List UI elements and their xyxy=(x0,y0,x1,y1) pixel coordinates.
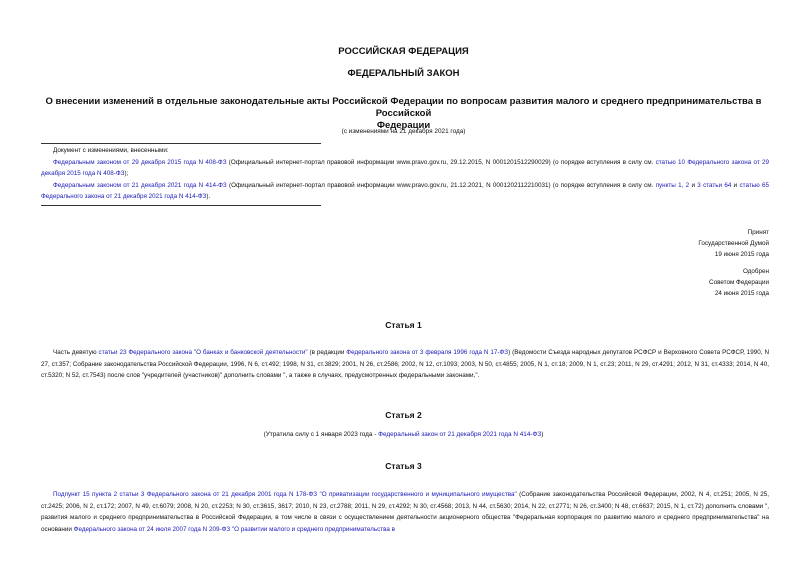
law-414-repeal-link[interactable]: Федеральный закон от 21 декабря 2021 года N 414-ФЗ xyxy=(378,431,542,438)
article-65-law-414-link[interactable]: статью 65 Федерального закона от 21 декабря 2021 года N 414-ФЗ xyxy=(41,181,770,200)
article-10-law-408-link[interactable]: статью 10 Федерального закона от 29 декабря 2015 года N 408-ФЗ xyxy=(41,158,770,177)
article-3-heading: Статья 3 xyxy=(385,461,422,471)
law-17-link[interactable]: Федерального закона от 3 февраля 1996 года N 17-ФЗ xyxy=(346,349,509,356)
changes-item-1: Федеральным законом от 29 декабря 2015 года N 408-ФЗ (Официальный интернет-портал правовой информации www.pravo.gov.ru, 29.12.2015, N 0001201512290029) (о порядке вступления в силу см. статью 10 Федерального закона от 29 декабря 2015 года N 408-ФЗ); xyxy=(41,158,770,177)
changes-item-2: Федеральным законом от 21 декабря 2021 года N 414-ФЗ (Официальный интернет-портал правовой информации www.pravo.gov.ru, 21.12.2021, N 0001202112210031) (о порядке вступления в силу см. пункты 1, 2 и 3 статьи 64 и статью 65 Федерального закона от 21 декабря 2021 года N 414-ФЗ). xyxy=(41,181,770,200)
revision-note: (с изменениями на 21 декабря 2021 года) xyxy=(341,128,466,135)
article-2-heading: Статья 2 xyxy=(385,410,422,420)
document-title-line-2: Федерации xyxy=(376,120,431,131)
law-209-link[interactable]: Федерального закона от 24 июля 2007 года N 209-ФЗ "О развитии малого и среднего предпринимательства в xyxy=(73,525,396,533)
document-title xyxy=(40,96,767,132)
council-approval: Одобрен Советом Федерации 24 июня 2015 года xyxy=(709,268,769,297)
changes-list xyxy=(41,145,769,203)
law-type-heading: ФЕДЕРАЛЬНЫЙ ЗАКОН xyxy=(347,68,460,79)
country-heading: РОССИЙСКАЯ ФЕДЕРАЦИЯ xyxy=(338,46,469,57)
changes-intro: Документ с изменениями, внесенными: xyxy=(53,147,169,154)
article-3-text: Подпункт 15 пункта 2 статьи 3 Федерального закона от 21 декабря 2001 года N 178-ФЗ "О приватизации государственного и муниципального имущества" (Собрание законодательства Российской Федерации, 2002, N 4, ст.251; 2005, N 25, ст.2425; 2006, N 2, ст.172; 2007, N 49, ст.6079; 2008, N 20, ст.2253; N 30, ст.3615, 3617; 2010, N 23, ст.2788; 2011, N 29, ст.4292; N 30, ст.4568; 2013, N 44, ст.5630; 2014, N 22, ст.2771; N 26, ст.3400; N 48, ст.6637; 2015, N 1, ст.72) дополнить словами ", развития малого и среднего предпринимательства в Российской Федерации, в том числе в связи с осуществлением деятельности акционерного общества "Федеральная корпорация по развитию малого и среднего предпринимательства" на основании Федерального закона от 24 июля 2007 года N 209-ФЗ "О развитии малого и среднего предпринимательства в xyxy=(41,491,769,533)
privatization-law-link[interactable]: Подпункт 15 пункта 2 статьи 3 Федерального закона от 21 декабря 2001 года N 178-ФЗ "О приватизации государственного и муниципального имущества" xyxy=(53,491,517,498)
point-3-article-64-link[interactable]: 3 статьи 64 xyxy=(697,181,732,189)
article-1-heading: Статья 1 xyxy=(385,320,422,330)
article-23-banks-law-link[interactable]: статьи 23 Федерального закона "О банках и банковской деятельности" xyxy=(98,349,308,356)
law-408-link[interactable]: Федеральным законом от 29 декабря 2015 года N 408-ФЗ xyxy=(53,158,227,166)
bottom-divider xyxy=(41,205,321,206)
article-2-text: (Утратила силу с 1 января 2023 года - Федеральный закон от 21 декабря 2021 года N 414-ФЗ) xyxy=(263,431,544,438)
document-title-line-1: О внесении изменений в отдельные законодательные акты Российской Федерации по вопросам развития малого и среднего предпринимательства в Российской xyxy=(45,96,762,119)
top-divider xyxy=(41,143,321,144)
duma-adoption: Принят Государственной Думой 19 июня 2015 года xyxy=(698,229,769,258)
article-1-text: Часть девятую статьи 23 Федерального закона "О банках и банковской деятельности" (в редакции Федерального закона от 3 февраля 1996 года N 17-ФЗ) (Ведомости Съезда народных депутатов РСФСР и Верховного Совета РСФСР, 1990, N 27, ст.357; Собрание законодательства Российской Федерации, 1996, N 6, ст.492; 1998, N 31, ст.3829; 2001, N 26, ст.2586; 2002, N 12, ст.1093; 2003, N 50, ст.4855; 2005, N 1, ст.18; 2009, N 1, ст.23; 2011, N 29, ст.4291; 2012, N 31, ст.4333; 2014, N 40, ст.5320; N 52, ст.7543) после слов "учредителей (участников)" дополнить словами ", а также в случаях, предусмотренных федеральными законами,". xyxy=(41,349,770,379)
law-414-link[interactable]: Федеральным законом от 21 декабря 2021 года N 414-ФЗ xyxy=(53,181,227,189)
points-1-2-link[interactable]: пункты 1, 2 xyxy=(655,181,690,189)
